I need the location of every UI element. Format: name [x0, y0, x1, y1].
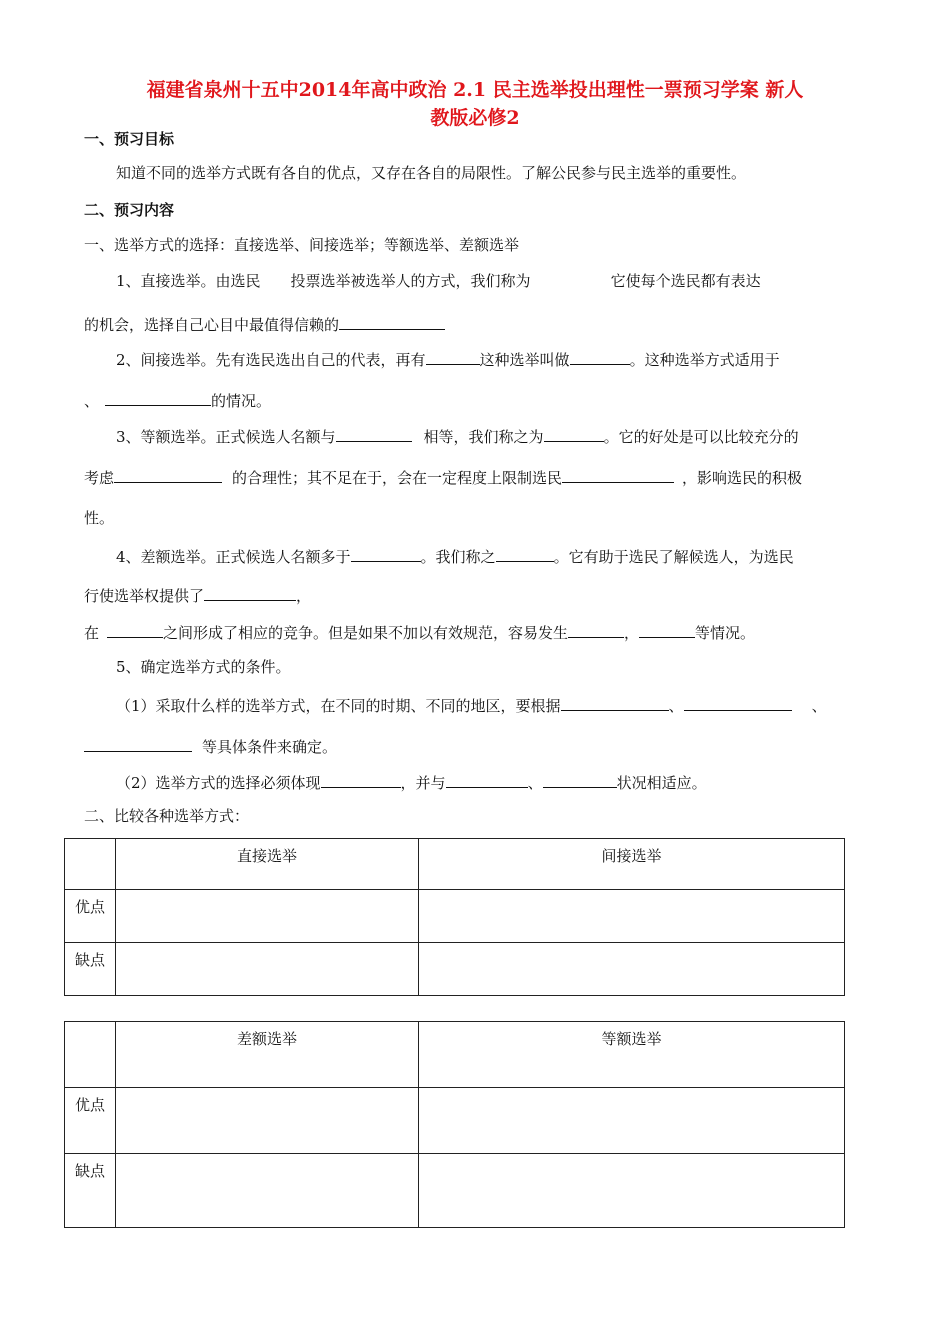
- fill-blank[interactable]: [114, 466, 222, 483]
- item4-text-h: ，: [624, 624, 640, 642]
- item4-line3: [84, 621, 755, 643]
- item3-line1: [116, 425, 799, 447]
- table-answer-cell[interactable]: [116, 1088, 419, 1154]
- item5-text-d: 、: [811, 697, 827, 715]
- comparison-table-competitive-equal: [64, 1021, 845, 1228]
- item4-text-e: ，: [296, 587, 312, 605]
- table-answer-cell[interactable]: [116, 943, 419, 996]
- item5-text-c: 、: [668, 697, 684, 715]
- item2-line1: [116, 348, 780, 370]
- item1-text-b: 投票选举被选举人的方式，我们称为: [290, 272, 531, 290]
- item5-text-f: （2）选举方式的选择必须体现: [116, 774, 321, 792]
- table-answer-cell[interactable]: [419, 890, 845, 943]
- item5-line2: [84, 735, 337, 757]
- table-row-label: 缺点: [65, 1154, 116, 1228]
- table-row-label: 优点: [65, 1088, 116, 1154]
- item4-text-d: 行使选举权提供了: [84, 587, 205, 605]
- fill-blank[interactable]: [684, 694, 792, 711]
- fill-blank[interactable]: [543, 771, 617, 788]
- fill-blank[interactable]: [568, 621, 624, 638]
- table-header-cell: 间接选举: [419, 839, 845, 890]
- item3-text-b: 相等，我们称之为: [423, 428, 544, 446]
- table-corner-cell: [65, 839, 116, 890]
- table-answer-cell[interactable]: [419, 1088, 845, 1154]
- fill-blank[interactable]: [496, 545, 554, 562]
- fill-blank[interactable]: [351, 545, 421, 562]
- comparison-table-direct-indirect: [64, 838, 845, 996]
- item2-text-d: 、: [84, 392, 100, 410]
- subsection1-heading: 一、选举方式的选择：直接选举、间接选举；等额选举、差额选举: [84, 236, 520, 254]
- section2-heading: 二、预习内容: [84, 201, 175, 219]
- item5-text-b: （1）采取什么样的选举方式，在不同的时期、不同的地区，要根据: [116, 697, 561, 715]
- title-line-1: 福建省泉州十五中2014年高中政治 2.1 民主选举投出理性一票预习学案 新人: [146, 79, 804, 101]
- item5-line1: [116, 694, 827, 716]
- item4-text-a: 4、差额选举。正式候选人名额多于: [116, 548, 351, 566]
- table-header-cell: 差额选举: [116, 1022, 419, 1088]
- item5-text-h: 、: [527, 774, 543, 792]
- fill-blank[interactable]: [426, 348, 480, 365]
- fill-blank[interactable]: [84, 735, 192, 752]
- fill-blank[interactable]: [339, 313, 445, 330]
- item3-text-a: 3、等额选举。正式候选人名额与: [116, 428, 336, 446]
- item3-text-c: 。它的好处是可以比较充分的: [603, 428, 799, 446]
- table-header-cell: 等额选举: [419, 1022, 845, 1088]
- section1-heading: 一、预习目标: [84, 130, 175, 148]
- table-row-label: 缺点: [65, 943, 116, 996]
- fill-blank[interactable]: [561, 694, 669, 711]
- document-title: [60, 76, 890, 132]
- item5-text-g: ，并与: [400, 774, 446, 792]
- table-header-cell: 直接选举: [116, 839, 419, 890]
- item4-text-g: 之间形成了相应的竞争。但是如果不加以有效规范，容易发生: [163, 624, 569, 642]
- item2-text-b: 这种选举叫做: [479, 351, 570, 369]
- item5-text-e: 等具体条件来确定。: [202, 738, 338, 756]
- fill-blank[interactable]: [639, 621, 695, 638]
- item4-text-c: 。它有助于选民了解候选人，为选民: [553, 548, 794, 566]
- section1-text: 知道不同的选举方式既有各自的优点，又存在各自的局限性。了解公民参与民主选举的重要性。: [116, 164, 747, 182]
- item5-line3: [116, 771, 707, 793]
- table-row-label: 优点: [65, 890, 116, 943]
- item5-heading: 5、确定选举方式的条件。: [116, 658, 291, 676]
- item4-text-i: 等情况。: [695, 624, 756, 642]
- item4-text-f: 在: [84, 624, 100, 642]
- item4-text-b: 。我们称之: [420, 548, 496, 566]
- item2-line2: [84, 389, 271, 411]
- title-line-2: 教版必修2: [430, 107, 520, 129]
- item1-text-d: 的机会，选择自己心目中最值得信赖的: [84, 316, 340, 334]
- fill-blank[interactable]: [446, 771, 528, 788]
- item5-text-i: 状况相适应。: [616, 774, 707, 792]
- item2-text-e: 的情况。: [211, 392, 272, 410]
- item4-line2: [84, 584, 311, 606]
- item3-line3: 性。: [84, 509, 115, 527]
- fill-blank[interactable]: [562, 466, 674, 483]
- item3-text-e: 的合理性；其不足在于，会在一定程度上限制选民: [232, 469, 563, 487]
- fill-blank[interactable]: [105, 389, 211, 406]
- fill-blank[interactable]: [204, 584, 296, 601]
- table-answer-cell[interactable]: [419, 943, 845, 996]
- table-answer-cell[interactable]: [116, 1154, 419, 1228]
- item3-text-f: ，影响选民的积极: [682, 469, 803, 487]
- subsection2-heading: 二、比较各种选举方式：: [84, 807, 250, 825]
- fill-blank[interactable]: [321, 771, 401, 788]
- item3-line2: [84, 466, 802, 488]
- item3-text-d: 考虑: [84, 469, 115, 487]
- item1-line2: [84, 313, 445, 335]
- table-answer-cell[interactable]: [116, 890, 419, 943]
- item1-text-c: 它使每个选民都有表达: [610, 272, 761, 290]
- fill-blank[interactable]: [544, 425, 604, 442]
- item1-line1: [116, 271, 761, 291]
- item1-text-a: 1、直接选举。由选民: [116, 272, 261, 290]
- item2-text-a: 2、间接选举。先有选民选出自己的代表，再有: [116, 351, 426, 369]
- fill-blank[interactable]: [570, 348, 630, 365]
- item2-text-c: 。这种选举方式适用于: [629, 351, 780, 369]
- fill-blank[interactable]: [107, 621, 163, 638]
- table-answer-cell[interactable]: [419, 1154, 845, 1228]
- item4-line1: [116, 545, 794, 567]
- table-corner-cell: [65, 1022, 116, 1088]
- fill-blank[interactable]: [336, 425, 412, 442]
